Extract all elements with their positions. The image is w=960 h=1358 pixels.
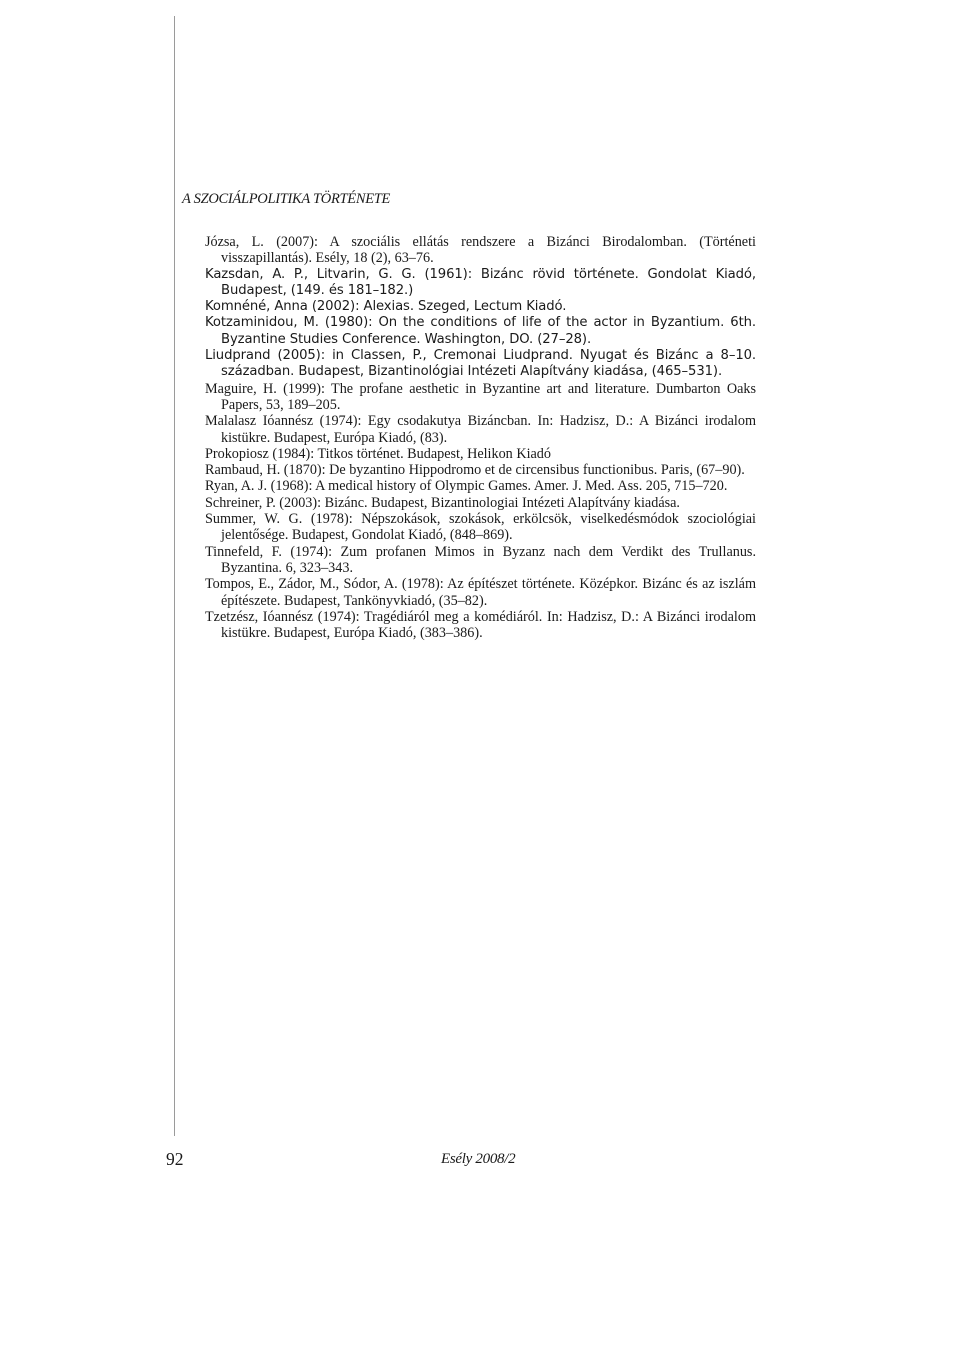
reference-item: Rambaud, H. (1870): De byzantino Hippodromo et de circensibus functionibus. Paris, (67–90). bbox=[205, 462, 745, 479]
reference-item: Summer, W. G. (1978): Népszokások, szokások, erkölcsök, viselkedésmódok szociológiai jelentősége. Budapest, Gondolat Kiadó, (848–869). bbox=[205, 511, 756, 544]
reference-item: Tompos, E., Zádor, M., Sódor, A. (1978): Az építészet története. Középkor. Bizánc és az iszlám építészete. Budapest, Tankönyvkiadó, (35–82). bbox=[205, 576, 756, 609]
reference-item: Kotzaminidou, M. (1980): On the conditions of life of the actor in Byzantium. 6th. Byzantine Studies Conference. Washington, DO. (27–28). bbox=[205, 315, 756, 347]
reference-item: Ryan, A. J. (1968): A medical history of Olympic Games. Amer. J. Med. Ass. 205, 715–720. bbox=[205, 478, 728, 495]
margin-rule bbox=[174, 16, 175, 1136]
reference-item: Liudprand (2005): in Classen, P., Cremonai Liudprand. Nyugat és Bizánc a 8–10. században. Budapest, Bizantinológiai Intézeti Alapítvány kiadása, (465–531). bbox=[205, 348, 756, 380]
reference-item: Komnéné, Anna (2002): Alexias. Szeged, Lectum Kiadó. bbox=[205, 299, 567, 315]
reference-item: Kazsdan, A. P., Litvarin, G. G. (1961): Bizánc rövid története. Gondolat Kiadó, Budapest, (149. és 181–182.) bbox=[205, 266, 756, 298]
journal-footer: Esély 2008/2 bbox=[441, 1151, 516, 1167]
page-number: 92 bbox=[166, 1149, 184, 1169]
reference-item: Malalasz Ióannész (1974): Egy csodakutya Bizáncban. In: Hadzisz, D.: A Bizánci irodalom kistükre. Budapest, Európa Kiadó, (83). bbox=[205, 413, 756, 446]
reference-item: Tzetzész, Ióannész (1974): Tragédiáról meg a komédiáról. In: Hadzisz, D.: A Bizánci irodalom kistükre. Budapest, Európa Kiadó, (383–386). bbox=[205, 608, 756, 642]
running-head: A SZOCIÁLPOLITIKA TÖRTÉNETE bbox=[182, 191, 391, 207]
reference-item: Józsa, L. (2007): A szociális ellátás rendszere a Bizánci Birodalomban. (Történeti visszapillantás). Esély, 18 (2), 63–76. bbox=[205, 234, 756, 267]
reference-item: Tinnefeld, F. (1974): Zum profanen Mimos in Byzanz nach dem Verdikt des Trullanus. Byzantina. 6, 323–343. bbox=[205, 543, 756, 576]
reference-item: Prokopiosz (1984): Titkos történet. Budapest, Helikon Kiadó bbox=[205, 445, 551, 462]
reference-item: Maguire, H. (1999): The profane aesthetic in Byzantine art and literature. Dumbarton Oaks Papers, 53, 189–205. bbox=[205, 380, 756, 413]
reference-item: Schreiner, P. (2003): Bizánc. Budapest, Bizantinologiai Intézeti Alapítvány kiadása. bbox=[205, 494, 680, 511]
reference-list bbox=[205, 234, 756, 641]
